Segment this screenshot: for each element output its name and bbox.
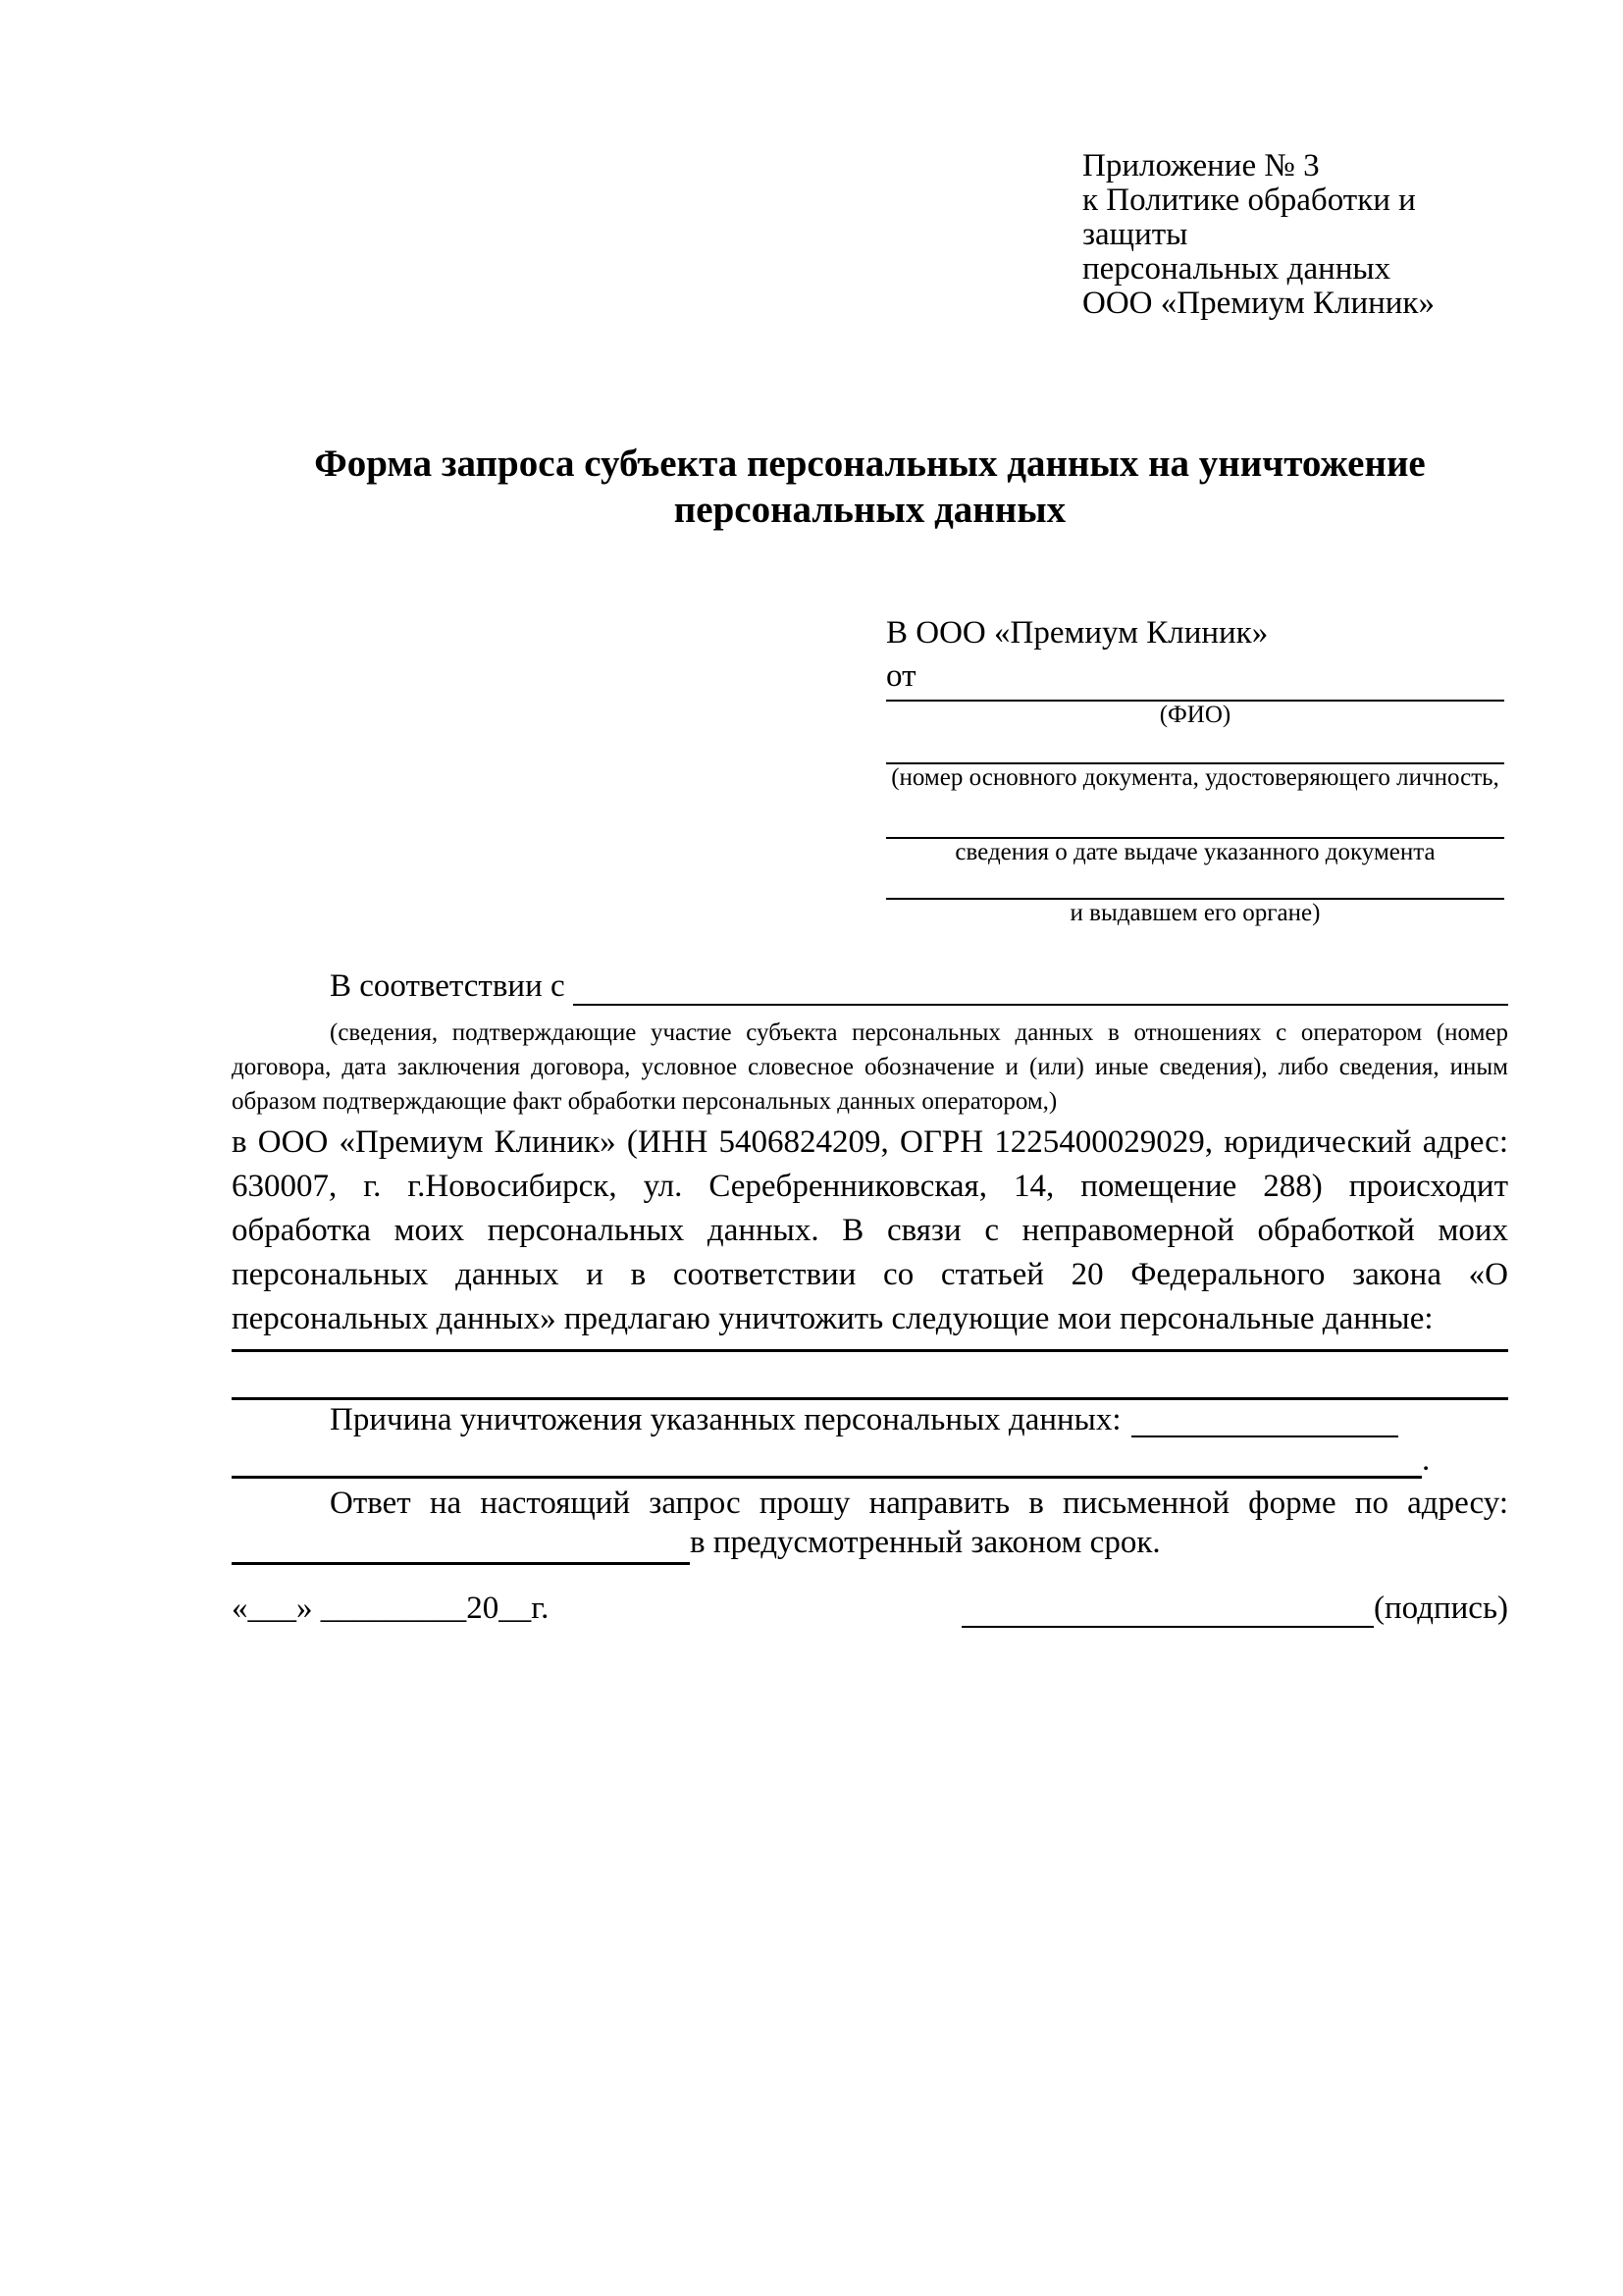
reason-period: . — [1422, 1442, 1431, 1478]
document-title-line1: Форма запроса субъекта персональных данных на уничтожение — [314, 443, 1426, 485]
date-blank: «___» _________20__г. — [232, 1591, 550, 1626]
explanatory-note: (сведения, подтверждающие участие субъекта персональных данных в отношениях с оператором (номер договора, дата заключения договора, условное словесное обозначение и (или) иные сведения), либо сведения, иным образом подтверждающие факт обработки персональных данных оператором,) — [232, 1019, 1508, 1115]
reply-address-fill-line — [232, 1525, 690, 1565]
appendix-header — [1082, 149, 1508, 321]
reason-fill-line-2 — [232, 1442, 1422, 1479]
accordance-label: В соответствии с — [330, 968, 565, 1004]
personal-data-fill-line-2 — [232, 1352, 1508, 1400]
personal-data-fill-line-1 — [232, 1341, 1508, 1352]
addressee-to: В ООО «Премиум Клиник» — [886, 615, 1269, 651]
appendix-header-line2: к Политике обработки и защиты — [1082, 183, 1416, 252]
signature-group — [962, 1591, 1508, 1632]
appendix-header-line1: Приложение № 3 — [1082, 148, 1320, 183]
reason-label: Причина уничтожения указанных персональных данных: — [330, 1402, 1122, 1437]
issuing-authority-fill-line — [886, 868, 1504, 900]
reply-request-text: Ответ на настоящий запрос прошу направить в письменной форме по адресу: — [330, 1486, 1508, 1521]
appendix-header-line4: ООО «Премиум Клиник» — [1082, 286, 1435, 321]
date-signature-row — [232, 1591, 1508, 1632]
document-title-line2: персональных данных — [673, 489, 1067, 531]
reply-term-text: в предусмотренный законом срок. — [690, 1525, 1161, 1560]
appendix-header-line3: персональных данных — [1082, 251, 1391, 287]
signature-caption: (подпись) — [1374, 1591, 1508, 1626]
reply-address-row — [232, 1525, 1508, 1567]
document-title — [232, 441, 1508, 533]
reason-row — [232, 1402, 1508, 1441]
fio-caption: (ФИО) — [1159, 702, 1231, 728]
signature-fill-line — [962, 1591, 1374, 1628]
reason-continuation-row — [232, 1441, 1508, 1479]
accordance-fill-line — [573, 968, 1508, 1006]
accordance-row — [232, 968, 1508, 1012]
document-number-caption: (номер основного документа, удостоверяющего личность, — [891, 764, 1499, 791]
reason-fill-line — [1131, 1402, 1398, 1437]
issuing-authority-caption: и выдавшем его органе) — [1070, 900, 1321, 926]
issue-date-caption: сведения о дате выдаче указанного документа — [955, 839, 1436, 865]
issue-date-fill-line — [886, 794, 1504, 839]
document-number-fill-line — [886, 731, 1504, 764]
addressee-from-label: от — [886, 658, 1504, 702]
addressee-block — [886, 615, 1504, 929]
main-paragraph: в ООО «Премиум Клиник» (ИНН 5406824209, ОГРН 1225400029029, юридический адрес: 630007, г. г.Новосибирск, ул. Серебренниковская, 14, помещение 288) происходит обработка моих персональных данных. В связи с неправомерной обработкой моих персональных данных и в соответствии со статьей 20 Федерального закона «О персональных данных» предлагаю уничтожить следующие мои персональные данные: — [232, 1124, 1508, 1336]
